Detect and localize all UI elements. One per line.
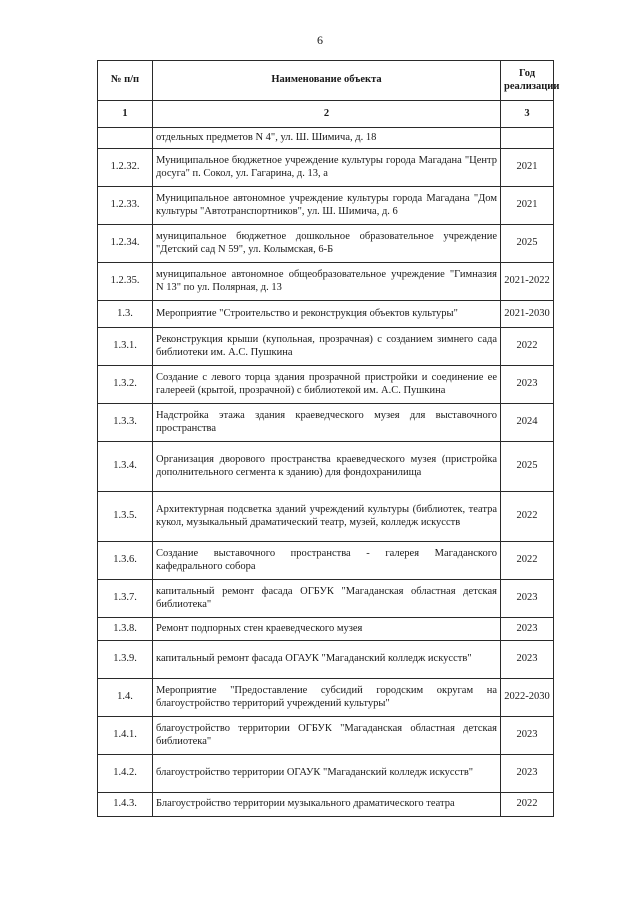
table-row [98,149,554,187]
column-index-row [98,101,554,128]
row-year: 2021-2030 [501,301,554,328]
row-number: 1.2.33. [98,187,153,225]
table-row [98,128,554,149]
table-row [98,442,554,492]
row-year: 2022-2030 [501,679,554,717]
column-index-1: 1 [98,101,153,128]
table-header-row [98,61,554,101]
row-number: 1.2.32. [98,149,153,187]
table-row [98,366,554,404]
row-year: 2025 [501,225,554,263]
row-year: 2023 [501,641,554,679]
row-year: 2024 [501,404,554,442]
row-object-name: благоустройство территории ОГБУК "Магаданская областная детская библиотека" [153,717,501,755]
row-number: 1.4. [98,679,153,717]
table-row [98,263,554,301]
table-row [98,755,554,793]
row-object-name: Муниципальное бюджетное учреждение культуры города Магадана "Центр досуга" п. Сокол, ул. Гагарина, д. 13, а [153,149,501,187]
row-year: 2022 [501,542,554,580]
row-number: 1.3.8. [98,618,153,641]
column-index-2: 2 [153,101,501,128]
header-num: № п/п [98,61,153,101]
row-number [98,128,153,149]
row-object-name: отдельных предметов N 4", ул. Ш. Шимича, д. 18 [153,128,501,149]
row-year: 2023 [501,618,554,641]
row-year: 2021 [501,187,554,225]
header-year: Год реализации [501,61,554,101]
row-year: 2023 [501,366,554,404]
row-object-name: благоустройство территории ОГАУК "Магаданский колледж искусств" [153,755,501,793]
table-row [98,580,554,618]
row-object-name: Муниципальное автономное учреждение культуры города Магадана "Дом культуры "Автотранспортников", ул. Ш. Шимича, д. 6 [153,187,501,225]
table-row [98,301,554,328]
row-number: 1.4.2. [98,755,153,793]
row-object-name: муниципальное бюджетное дошкольное образовательное учреждение "Детский сад N 59", ул. Колымская, 6-Б [153,225,501,263]
row-object-name: Архитектурная подсветка зданий учреждений культуры (библиотек, театра кукол, музыкальный драматический театр, музей, колледж искусств [153,492,501,542]
objects-table [97,60,560,817]
row-number: 1.4.1. [98,717,153,755]
row-year: 2022 [501,328,554,366]
row-object-name: Благоустройство территории музыкального драматического театра [153,793,501,817]
table-row [98,717,554,755]
row-year: 2021-2022 [501,263,554,301]
row-year: 2023 [501,717,554,755]
row-object-name: Создание с левого торца здания прозрачной пристройки и соединение ее галереей (крытой, прозрачной) с библиотекой им. А.С. Пушкина [153,366,501,404]
row-year: 2021 [501,149,554,187]
row-number: 1.3.5. [98,492,153,542]
table-row [98,542,554,580]
row-year: 2023 [501,755,554,793]
row-number: 1.3.4. [98,442,153,492]
row-number: 1.3.2. [98,366,153,404]
row-number: 1.3.7. [98,580,153,618]
table-row [98,187,554,225]
table-row [98,225,554,263]
row-object-name: Организация дворового пространства краеведческого музея (пристройка дополнительного сегмента к зданию) для фондохранилища [153,442,501,492]
row-number: 1.3.6. [98,542,153,580]
row-number: 1.4.3. [98,793,153,817]
table-row [98,404,554,442]
row-number: 1.2.35. [98,263,153,301]
row-number: 1.3.9. [98,641,153,679]
table-row [98,641,554,679]
row-object-name: Создание выставочного пространства - галерея Магаданского кафедрального собора [153,542,501,580]
row-year: 2025 [501,442,554,492]
row-year: 2022 [501,793,554,817]
table-row [98,492,554,542]
row-object-name: Мероприятие "Предоставление субсидий городским округам на благоустройство территорий учреждений культуры" [153,679,501,717]
row-year [501,128,554,149]
row-object-name: капитальный ремонт фасада ОГБУК "Магаданская областная детская библиотека" [153,580,501,618]
row-object-name: Надстройка этажа здания краеведческого музея для выставочного пространства [153,404,501,442]
row-object-name: капитальный ремонт фасада ОГАУК "Магаданский колледж искусств" [153,641,501,679]
page-number: 6 [317,33,323,47]
row-number: 1.2.34. [98,225,153,263]
row-year: 2022 [501,492,554,542]
table-row [98,618,554,641]
row-year: 2023 [501,580,554,618]
column-index-3: 3 [501,101,554,128]
row-object-name: Реконструкция крыши (купольная, прозрачная) с созданием зимнего сада библиотеки им. А.С. Пушкина [153,328,501,366]
table-row [98,328,554,366]
header-name: Наименование объекта [153,61,501,101]
row-number: 1.3.3. [98,404,153,442]
row-object-name: Ремонт подпорных стен краеведческого музея [153,618,501,641]
row-object-name: муниципальное автономное общеобразовательное учреждение "Гимназия N 13" по ул. Полярная, д. 13 [153,263,501,301]
row-number: 1.3.1. [98,328,153,366]
table-row [98,793,554,817]
row-number: 1.3. [98,301,153,328]
table-row [98,679,554,717]
row-object-name: Мероприятие "Строительство и реконструкция объектов культуры" [153,301,501,328]
